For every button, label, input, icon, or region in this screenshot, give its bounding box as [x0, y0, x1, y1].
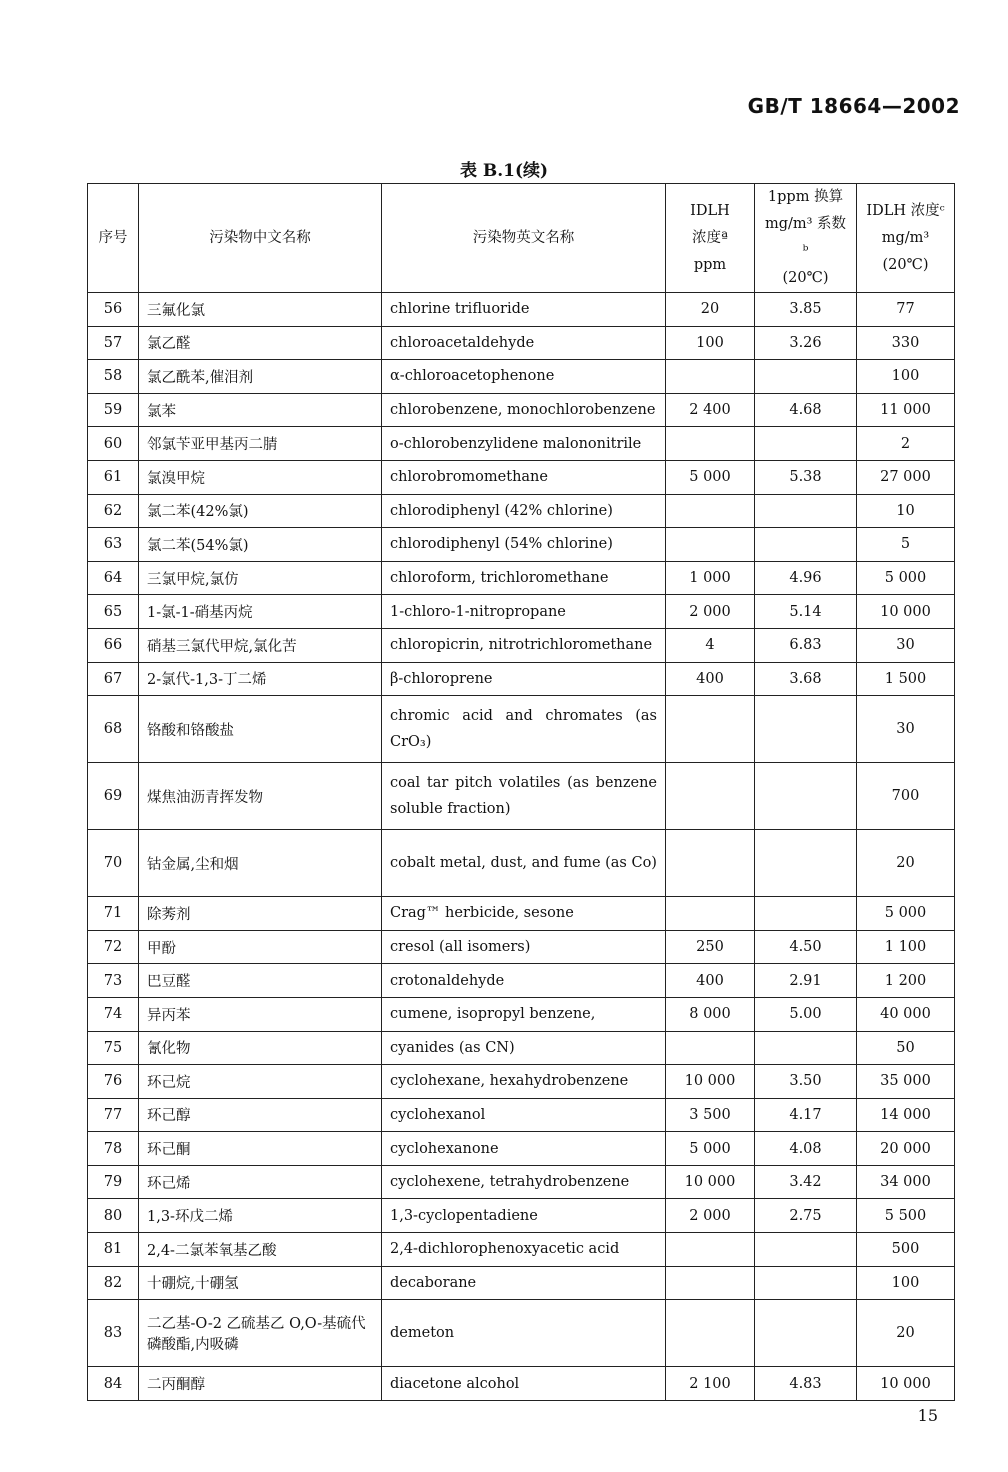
- cell-conversion: 5.14: [755, 595, 857, 629]
- table-row: [88, 1098, 955, 1132]
- cell-cn-name: 氯乙醛: [139, 326, 382, 360]
- cell-en-name: Crag™ herbicide, sesone: [382, 897, 666, 931]
- table-body: [88, 293, 955, 1401]
- cell-conversion: 3.26: [755, 326, 857, 360]
- cell-cn-name: 氯溴甲烷: [139, 460, 382, 494]
- cell-idlh-ppm: [666, 763, 755, 830]
- cell-en-name: α-chloroacetophenone: [382, 360, 666, 394]
- cell-cn-name: 环己烯: [139, 1165, 382, 1199]
- cell-cn-name: 甲酚: [139, 930, 382, 964]
- cell-idlh-ppm: 2 400: [666, 393, 755, 427]
- cell-seq: 84: [88, 1367, 139, 1401]
- cell-conversion: 3.50: [755, 1065, 857, 1099]
- table-row: [88, 763, 955, 830]
- header-idlh-ppm-line: IDLH: [690, 202, 730, 219]
- cell-cn-name: 1-氯-1-硝基丙烷: [139, 595, 382, 629]
- cell-conversion: 5.38: [755, 460, 857, 494]
- table-row: [88, 930, 955, 964]
- cell-en-name: chloroform, trichloromethane: [382, 561, 666, 595]
- cell-cn-name: 氯乙酰苯,催泪剂: [139, 360, 382, 394]
- table-row: [88, 1300, 955, 1367]
- cell-cn-name: 除莠剂: [139, 897, 382, 931]
- cell-conversion: 4.17: [755, 1098, 857, 1132]
- cell-cn-name: 2,4-二氯苯氧基乙酸: [139, 1233, 382, 1267]
- cell-idlh-mg: 30: [857, 628, 955, 662]
- cell-idlh-ppm: [666, 1233, 755, 1267]
- cell-idlh-mg: 500: [857, 1233, 955, 1267]
- cell-seq: 75: [88, 1031, 139, 1065]
- cell-idlh-mg: 10 000: [857, 595, 955, 629]
- cell-conversion: [755, 494, 857, 528]
- cell-idlh-mg: 20: [857, 1300, 955, 1367]
- table-row: [88, 528, 955, 562]
- cell-conversion: [755, 427, 857, 461]
- cell-idlh-mg: 1 200: [857, 964, 955, 998]
- cell-seq: 56: [88, 293, 139, 327]
- cell-en-name: cyclohexene, tetrahydrobenzene: [382, 1165, 666, 1199]
- cell-conversion: 4.08: [755, 1132, 857, 1166]
- cell-idlh-mg: 40 000: [857, 997, 955, 1031]
- cell-en-name: crotonaldehyde: [382, 964, 666, 998]
- cell-seq: 59: [88, 393, 139, 427]
- cell-conversion: [755, 1266, 857, 1300]
- table-row: [88, 1132, 955, 1166]
- standard-code: GB/T 18664—2002: [747, 94, 960, 118]
- cell-idlh-ppm: 1 000: [666, 561, 755, 595]
- cell-idlh-mg: 30: [857, 696, 955, 763]
- table-row: [88, 393, 955, 427]
- cell-cn-name: 硝基三氯代甲烷,氯化苦: [139, 628, 382, 662]
- cell-conversion: [755, 1300, 857, 1367]
- cell-idlh-ppm: [666, 1266, 755, 1300]
- cell-conversion: [755, 528, 857, 562]
- cell-en-name: cumene, isopropyl benzene,: [382, 997, 666, 1031]
- page-number: 15: [917, 1406, 938, 1425]
- cell-idlh-mg: 27 000: [857, 460, 955, 494]
- cell-conversion: 6.83: [755, 628, 857, 662]
- header-seq: 序号: [88, 184, 139, 293]
- cell-cn-name: 1,3-环戊二烯: [139, 1199, 382, 1233]
- cell-cn-name: 异丙苯: [139, 997, 382, 1031]
- cell-idlh-ppm: 2 000: [666, 1199, 755, 1233]
- cell-idlh-mg: 5: [857, 528, 955, 562]
- cell-cn-name: 煤焦油沥青挥发物: [139, 763, 382, 830]
- table-row: [88, 1233, 955, 1267]
- cell-idlh-mg: 14 000: [857, 1098, 955, 1132]
- cell-conversion: 4.83: [755, 1367, 857, 1401]
- cell-conversion: [755, 1031, 857, 1065]
- cell-en-name: chlorobenzene, monochlorobenzene: [382, 393, 666, 427]
- cell-cn-name: 环己醇: [139, 1098, 382, 1132]
- cell-idlh-mg: 77: [857, 293, 955, 327]
- table-row: [88, 293, 955, 327]
- cell-seq: 60: [88, 427, 139, 461]
- cell-seq: 72: [88, 930, 139, 964]
- cell-conversion: 5.00: [755, 997, 857, 1031]
- cell-seq: 74: [88, 997, 139, 1031]
- cell-seq: 57: [88, 326, 139, 360]
- cell-cn-name: 氯二苯(54%氯): [139, 528, 382, 562]
- cell-idlh-mg: 34 000: [857, 1165, 955, 1199]
- cell-idlh-mg: 5 000: [857, 897, 955, 931]
- table-row: [88, 662, 955, 696]
- cell-idlh-ppm: [666, 528, 755, 562]
- cell-conversion: 4.68: [755, 393, 857, 427]
- cell-idlh-mg: 20 000: [857, 1132, 955, 1166]
- cell-idlh-ppm: 2 000: [666, 595, 755, 629]
- header-en-name: 污染物英文名称: [382, 184, 666, 293]
- table-row: [88, 628, 955, 662]
- cell-en-name: chlorobromomethane: [382, 460, 666, 494]
- cell-idlh-mg: 1 100: [857, 930, 955, 964]
- cell-seq: 82: [88, 1266, 139, 1300]
- header-idlh-mg-line: IDLH 浓度ᶜ: [866, 202, 945, 219]
- header-cn-name: 污染物中文名称: [139, 184, 382, 293]
- cell-idlh-mg: 11 000: [857, 393, 955, 427]
- cell-en-name: chromic acid and chromates (as CrO₃): [382, 696, 666, 763]
- cell-idlh-ppm: 250: [666, 930, 755, 964]
- cell-seq: 58: [88, 360, 139, 394]
- cell-cn-name: 氯二苯(42%氯): [139, 494, 382, 528]
- cell-en-name: cyclohexanol: [382, 1098, 666, 1132]
- cell-cn-name: 铬酸和铬酸盐: [139, 696, 382, 763]
- cell-cn-name: 三氟化氯: [139, 293, 382, 327]
- cell-conversion: [755, 763, 857, 830]
- cell-idlh-ppm: [666, 427, 755, 461]
- cell-en-name: 2,4-dichlorophenoxyacetic acid: [382, 1233, 666, 1267]
- cell-en-name: diacetone alcohol: [382, 1367, 666, 1401]
- cell-idlh-mg: 20: [857, 830, 955, 897]
- header-conversion-line: mg/m³ 系数ᵇ: [764, 216, 847, 259]
- cell-idlh-ppm: 10 000: [666, 1165, 755, 1199]
- cell-idlh-mg: 330: [857, 326, 955, 360]
- table-row: [88, 595, 955, 629]
- cell-idlh-ppm: 8 000: [666, 997, 755, 1031]
- cell-seq: 79: [88, 1165, 139, 1199]
- cell-seq: 68: [88, 696, 139, 763]
- cell-cn-name: 三氯甲烷,氯仿: [139, 561, 382, 595]
- cell-idlh-ppm: 3 500: [666, 1098, 755, 1132]
- cell-idlh-mg: 5 500: [857, 1199, 955, 1233]
- cell-en-name: cresol (all isomers): [382, 930, 666, 964]
- cell-en-name: 1-chloro-1-nitropropane: [382, 595, 666, 629]
- cell-seq: 80: [88, 1199, 139, 1233]
- cell-en-name: cyanides (as CN): [382, 1031, 666, 1065]
- cell-idlh-ppm: [666, 1300, 755, 1367]
- table-row: [88, 427, 955, 461]
- cell-idlh-ppm: 100: [666, 326, 755, 360]
- table-row: [88, 997, 955, 1031]
- cell-conversion: [755, 1233, 857, 1267]
- table-row: [88, 1199, 955, 1233]
- cell-idlh-ppm: 2 100: [666, 1367, 755, 1401]
- cell-seq: 73: [88, 964, 139, 998]
- header-conversion-line: (20℃): [782, 270, 829, 286]
- cell-idlh-ppm: [666, 494, 755, 528]
- table-row: [88, 1367, 955, 1401]
- header-idlh-ppm: [666, 184, 755, 293]
- table-row: [88, 964, 955, 998]
- pollutant-table: [87, 183, 955, 1401]
- cell-idlh-mg: 100: [857, 1266, 955, 1300]
- cell-seq: 65: [88, 595, 139, 629]
- cell-idlh-ppm: 400: [666, 662, 755, 696]
- table-row: [88, 1065, 955, 1099]
- table-row: [88, 494, 955, 528]
- cell-en-name: chloroacetaldehyde: [382, 326, 666, 360]
- cell-cn-name: 二乙基-O-2 乙硫基乙 O,O-基硫代磷酸酯,内吸磷: [139, 1300, 382, 1367]
- cell-conversion: 4.96: [755, 561, 857, 595]
- header-idlh-mg-line: mg/m³: [881, 229, 930, 246]
- cell-cn-name: 环己酮: [139, 1132, 382, 1166]
- cell-conversion: [755, 696, 857, 763]
- table-row: [88, 326, 955, 360]
- header-idlh-mg: [857, 184, 955, 293]
- cell-seq: 64: [88, 561, 139, 595]
- cell-en-name: decaborane: [382, 1266, 666, 1300]
- cell-seq: 62: [88, 494, 139, 528]
- cell-en-name: chloropicrin, nitrotrichloromethane: [382, 628, 666, 662]
- cell-conversion: [755, 830, 857, 897]
- cell-en-name: cyclohexanone: [382, 1132, 666, 1166]
- cell-cn-name: 邻氯苄亚甲基丙二腈: [139, 427, 382, 461]
- cell-cn-name: 氰化物: [139, 1031, 382, 1065]
- cell-idlh-mg: 10: [857, 494, 955, 528]
- table-row: [88, 561, 955, 595]
- cell-seq: 69: [88, 763, 139, 830]
- cell-idlh-ppm: [666, 1031, 755, 1065]
- cell-en-name: cobalt metal, dust, and fume (as Co): [382, 830, 666, 897]
- cell-cn-name: 环己烷: [139, 1065, 382, 1099]
- cell-en-name: coal tar pitch volatiles (as benzene soluble fraction): [382, 763, 666, 830]
- cell-seq: 63: [88, 528, 139, 562]
- cell-idlh-mg: 700: [857, 763, 955, 830]
- cell-idlh-ppm: [666, 830, 755, 897]
- table-row: [88, 696, 955, 763]
- cell-en-name: demeton: [382, 1300, 666, 1367]
- cell-seq: 76: [88, 1065, 139, 1099]
- cell-en-name: chlorodiphenyl (42% chlorine): [382, 494, 666, 528]
- cell-cn-name: 巴豆醛: [139, 964, 382, 998]
- cell-conversion: 2.75: [755, 1199, 857, 1233]
- cell-conversion: 2.91: [755, 964, 857, 998]
- cell-seq: 77: [88, 1098, 139, 1132]
- cell-conversion: [755, 360, 857, 394]
- header-idlh-ppm-line: 浓度ª: [692, 229, 728, 246]
- cell-idlh-ppm: 5 000: [666, 460, 755, 494]
- cell-cn-name: 二丙酮醇: [139, 1367, 382, 1401]
- cell-en-name: chlorine trifluoride: [382, 293, 666, 327]
- cell-cn-name: 十硼烷,十硼氢: [139, 1266, 382, 1300]
- cell-idlh-mg: 35 000: [857, 1065, 955, 1099]
- cell-conversion: 3.85: [755, 293, 857, 327]
- table-caption: 表 B.1(续): [459, 161, 549, 181]
- cell-cn-name: 2-氯代-1,3-丁二烯: [139, 662, 382, 696]
- header-conversion-line: 1ppm 换算: [767, 189, 844, 205]
- cell-idlh-mg: 10 000: [857, 1367, 955, 1401]
- cell-conversion: 3.68: [755, 662, 857, 696]
- table-row: [88, 1165, 955, 1199]
- header-conversion: [755, 184, 857, 293]
- cell-idlh-ppm: [666, 696, 755, 763]
- cell-seq: 83: [88, 1300, 139, 1367]
- cell-en-name: 1,3-cyclopentadiene: [382, 1199, 666, 1233]
- cell-idlh-ppm: 20: [666, 293, 755, 327]
- cell-seq: 61: [88, 460, 139, 494]
- cell-seq: 78: [88, 1132, 139, 1166]
- cell-en-name: chlorodiphenyl (54% chlorine): [382, 528, 666, 562]
- cell-seq: 71: [88, 897, 139, 931]
- cell-idlh-ppm: 10 000: [666, 1065, 755, 1099]
- cell-idlh-mg: 1 500: [857, 662, 955, 696]
- cell-idlh-ppm: [666, 897, 755, 931]
- cell-idlh-ppm: 400: [666, 964, 755, 998]
- cell-idlh-ppm: [666, 360, 755, 394]
- cell-conversion: 3.42: [755, 1165, 857, 1199]
- cell-seq: 81: [88, 1233, 139, 1267]
- cell-seq: 70: [88, 830, 139, 897]
- cell-idlh-ppm: 4: [666, 628, 755, 662]
- cell-seq: 66: [88, 628, 139, 662]
- table-row: [88, 460, 955, 494]
- cell-idlh-mg: 2: [857, 427, 955, 461]
- cell-cn-name: 氯苯: [139, 393, 382, 427]
- cell-idlh-mg: 100: [857, 360, 955, 394]
- table-row: [88, 1031, 955, 1065]
- cell-idlh-mg: 5 000: [857, 561, 955, 595]
- cell-en-name: o-chlorobenzylidene malononitrile: [382, 427, 666, 461]
- cell-en-name: β-chloroprene: [382, 662, 666, 696]
- table-row: [88, 1266, 955, 1300]
- cell-cn-name: 钴金属,尘和烟: [139, 830, 382, 897]
- cell-seq: 67: [88, 662, 139, 696]
- table-row: [88, 360, 955, 394]
- cell-en-name: cyclohexane, hexahydrobenzene: [382, 1065, 666, 1099]
- cell-idlh-ppm: 5 000: [666, 1132, 755, 1166]
- cell-idlh-mg: 50: [857, 1031, 955, 1065]
- table-row: [88, 830, 955, 897]
- cell-conversion: [755, 897, 857, 931]
- cell-conversion: 4.50: [755, 930, 857, 964]
- header-idlh-mg-line: (20℃): [882, 256, 929, 273]
- table-row: [88, 897, 955, 931]
- header-idlh-ppm-line: ppm: [693, 256, 727, 273]
